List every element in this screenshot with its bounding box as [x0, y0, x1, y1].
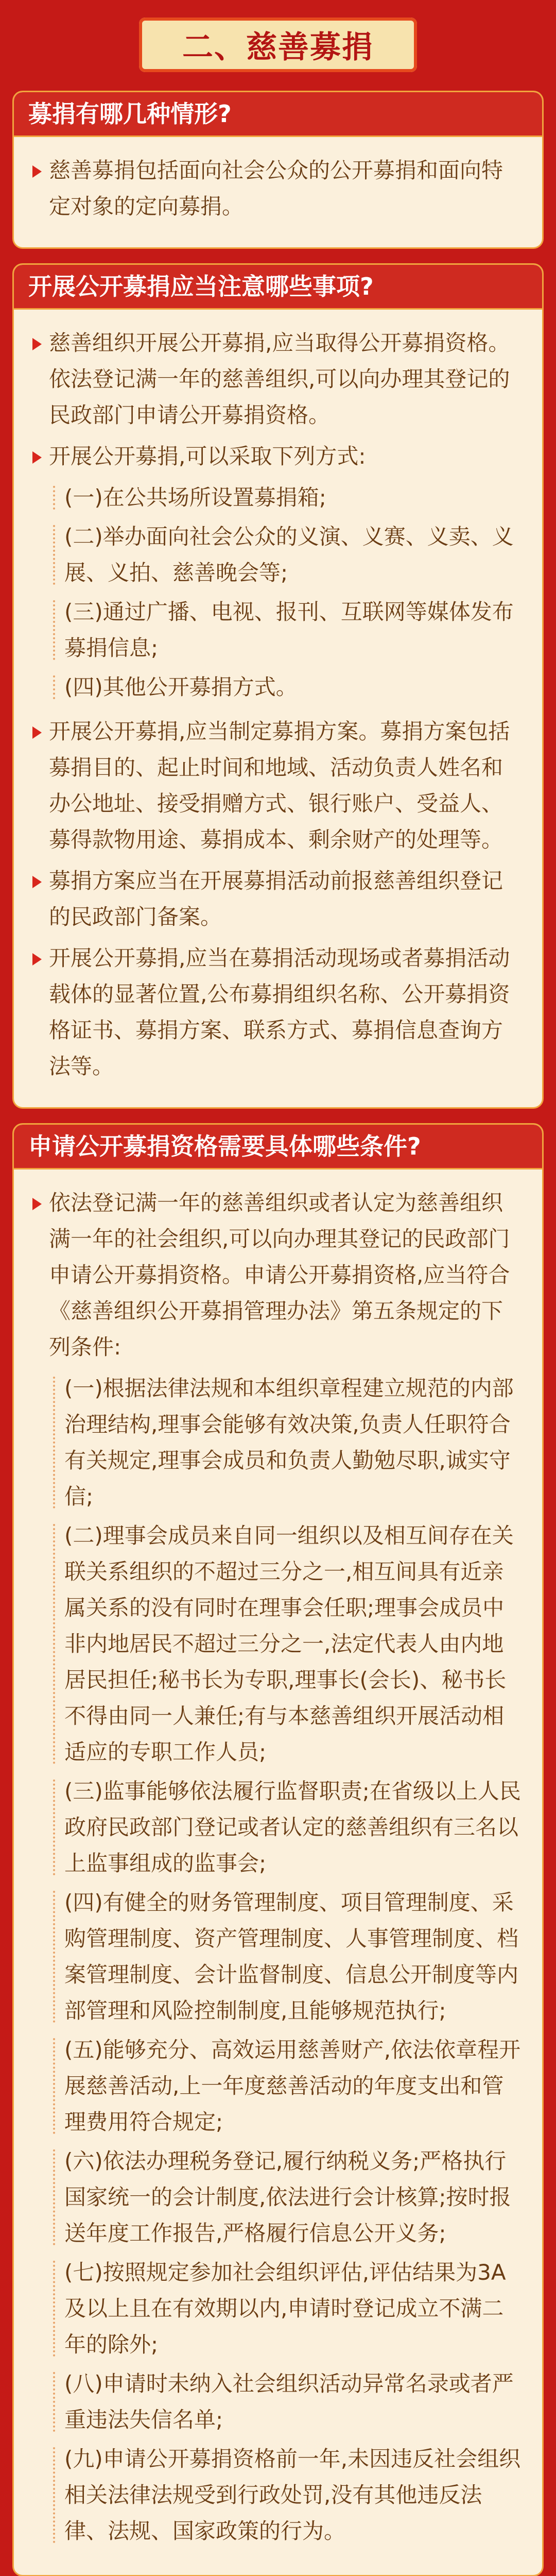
title-wrap	[12, 18, 544, 72]
bullet-triangle-icon	[32, 325, 49, 433]
section-body	[14, 310, 542, 1107]
section-body	[14, 137, 542, 247]
section-heading: 募捐有哪几种情形?	[14, 92, 542, 137]
paragraph: 开展公开募捐,应当在募捐活动现场或者募捐活动载体的显著位置,公布募捐组织名称、公开募捐资格证书、募捐方案、联系方式、募捐信息查询方法等。	[32, 940, 524, 1084]
bullet-triangle-icon	[32, 863, 49, 935]
sub-list	[32, 1370, 524, 2549]
sub-item: (五)能够充分、高效运用慈善财产,依法依章程开展慈善活动,上一年度慈善活动的年度支出和管理费用符合规定;	[51, 2032, 524, 2140]
sub-item: (一)在公共场所设置募捐箱;	[51, 480, 524, 516]
sub-list	[32, 480, 524, 705]
section-heading: 开展公开募捐应当注意哪些事项?	[14, 265, 542, 310]
sub-item: (四)其他公开募捐方式。	[51, 669, 524, 705]
paragraph: 募捐方案应当在开展募捐活动前报慈善组织登记的民政部门备案。	[32, 863, 524, 935]
bullet-triangle-icon	[32, 1185, 49, 1365]
bullet-triangle-icon	[32, 714, 49, 858]
paragraph: 开展公开募捐,应当制定募捐方案。募捐方案包括募捐目的、起止时间和地域、活动负责人姓名和办公地址、接受捐赠方式、银行账户、受益人、募得款物用途、募捐成本、剩余财产的处理等。	[32, 714, 524, 858]
paragraph: 慈善募捐包括面向社会公众的公开募捐和面向特定对象的定向募捐。	[32, 152, 524, 225]
bullet-triangle-icon	[32, 438, 49, 474]
sub-item: (一)根据法律法规和本组织章程建立规范的内部治理结构,理事会能够有效决策,负责人任职符合有关规定,理事会成员和负责人勤勉尽职,诚实守信;	[51, 1370, 524, 1515]
sub-item: (七)按照规定参加社会组织评估,评估结果为3A及以上且在有效期以内,申请时登记成立不满二年的除外;	[51, 2255, 524, 2363]
sub-item: (六)依法办理税务登记,履行纳税义务;严格执行国家统一的会计制度,依法进行会计核算;按时报送年度工作报告,严格履行信息公开义务;	[51, 2143, 524, 2251]
section-body	[14, 1170, 542, 2575]
section-card-2	[12, 263, 544, 1109]
section-card-1	[12, 91, 544, 249]
paragraph: 慈善组织开展公开募捐,应当取得公开募捐资格。依法登记满一年的慈善组织,可以向办理其登记的民政部门申请公开募捐资格。	[32, 325, 524, 433]
sub-item: (三)监事能够依法履行监督职责;在省级以上人民政府民政部门登记或者认定的慈善组织有三名以上监事组成的监事会;	[51, 1773, 524, 1882]
paragraph: 开展公开募捐,可以采取下列方式:	[32, 438, 524, 474]
sub-item: (二)举办面向社会公众的义演、义赛、义卖、义展、义拍、慈善晚会等;	[51, 519, 524, 591]
bullet-triangle-icon	[32, 152, 49, 225]
bullet-triangle-icon	[32, 940, 49, 1084]
sub-item: (四)有健全的财务管理制度、项目管理制度、采购管理制度、资产管理制度、人事管理制度、档案管理制度、会计监督制度、信息公开制度等内部管理和风险控制制度,且能够规范执行;	[51, 1885, 524, 2029]
page-title: 二、慈善募捐	[139, 18, 417, 72]
paragraph: 依法登记满一年的慈善组织或者认定为慈善组织满一年的社会组织,可以向办理其登记的民政部门申请公开募捐资格。申请公开募捐资格,应当符合《慈善组织公开募捐管理办法》第五条规定的下列条件:	[32, 1185, 524, 1365]
sub-item: (八)申请时未纳入社会组织活动异常名录或者严重违法失信名单;	[51, 2366, 524, 2438]
sub-item: (三)通过广播、电视、报刊、互联网等媒体发布募捐信息;	[51, 594, 524, 666]
section-card-3	[12, 1123, 544, 2576]
sub-item: (二)理事会成员来自同一组织以及相互间存在关联关系组织的不超过三分之一,相互间具有近亲属关系的没有同时在理事会任职;理事会成员中非内地居民不超过三分之一,法定代表人由内地居民担任;秘书长为专职,理事长(会长)、秘书长不得由同一人兼任;有与本慈善组织开展活动相适应的专职工作人员;	[51, 1518, 524, 1770]
sub-item: (九)申请公开募捐资格前一年,未因违反社会组织相关法律法规受到行政处罚,没有其他违反法律、法规、国家政策的行为。	[51, 2441, 524, 2549]
section-heading: 申请公开募捐资格需要具体哪些条件?	[14, 1125, 542, 1170]
